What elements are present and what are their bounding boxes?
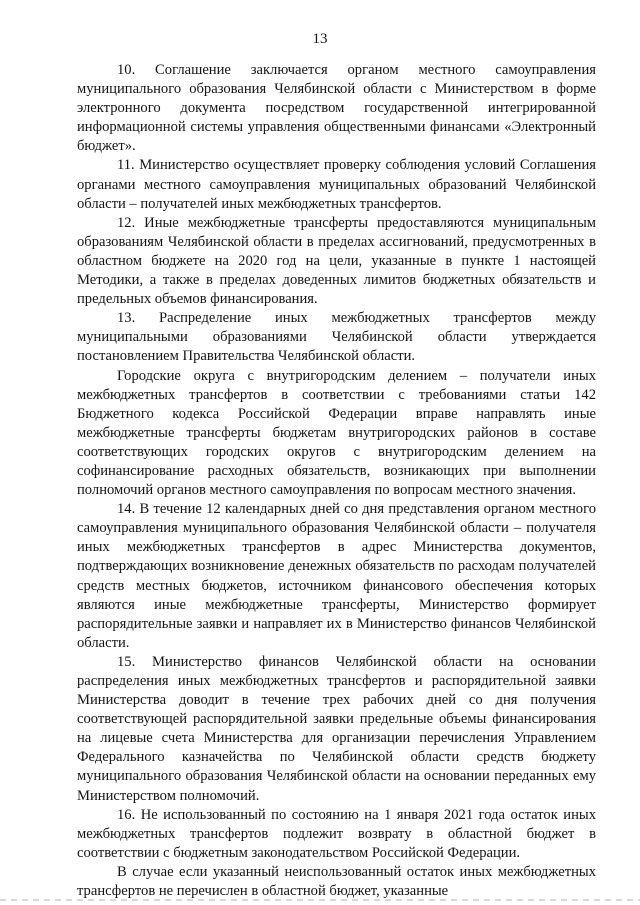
paragraph-15: 15. Министерство финансов Челябинской области на основании распределения иных межбюджетных трансфертов и распорядительной заявки Министерства доводит в течение трех рабочих дней со дня получения соответствующей распорядительной заявки предельные объемы финансирования на лицевые счета Министерства для организации перечисления Управлением Федерального казначейства по Челябинской области средств бюджету муниципального образования Челябинской области на основании переданных ему Министерством полномочий. — [77, 653, 596, 804]
paragraph-16-continued: В случае если указанный неиспользованный остаток иных межбюджетных трансфертов не перечислен в областной бюджет, указанные — [77, 863, 596, 900]
document-body — [77, 61, 596, 901]
paragraph-11: 11. Министерство осуществляет проверку соблюдения условий Соглашения органами местного самоуправления муниципальных образований Челябинской области – получателей иных межбюджетных трансфертов. — [77, 157, 596, 212]
paragraph-14: 14. В течение 12 календарных дней со дня представления органом местного самоуправления муниципального образования Челябинской области – получателя иных межбюджетных трансфертов в адрес Министерства документов, подтверждающих возникновение денежных обязательств по расходам получателей средств местных бюджетов, источником финансового обеспечения которых являются иные межбюджетные трансферты, Министерство формирует распорядительные заявки и направляет их в Министерство финансов Челябинской области. — [77, 501, 596, 651]
scan-bottom-edge — [0, 899, 640, 901]
paragraph-12: 12. Иные межбюджетные трансферты предоставляются муниципальным образованиям Челябинской области в пределах ассигнований, предусмотренных в областном бюджете на 2020 год на цели, указанные в пункте 1 настоящей Методики, а также в пределах доведенных лимитов бюджетных обязательств и предельных объемов финансирования. — [77, 214, 596, 308]
paragraph-16: 16. Не использованный по состоянию на 1 января 2021 года остаток иных межбюджетных трансфертов подлежит возврату в областной бюджет в соответствии с бюджетным законодательством Российской Федерации. — [77, 806, 596, 861]
paragraph-13: 13. Распределение иных межбюджетных трансфертов между муниципальными образованиями Челябинской области утверждается постановлением Правительства Челябинской области. — [77, 310, 596, 365]
paragraph-13-continued: Городские округа с внутригородским делением – получатели иных межбюджетных трансфертов в соответствии с требованиями статьи 142 Бюджетного кодекса Российской Федерации вправе направлять иные межбюджетные трансферты бюджетам внутригородских районов в составе соответствующих городских округов с внутригородским делением на софинансирование расходных обязательств, возникающих при выполнении полномочий органов местного самоуправления по вопросам местного значения. — [77, 367, 596, 499]
paragraph-10: 10. Соглашение заключается органом местного самоуправления муниципального образования Челябинской области с Министерством в форме электронного документа посредством государственной интегрированной информационной системы управления общественными финансами «Электронный бюджет». — [77, 62, 596, 155]
page-number: 13 — [312, 31, 328, 47]
